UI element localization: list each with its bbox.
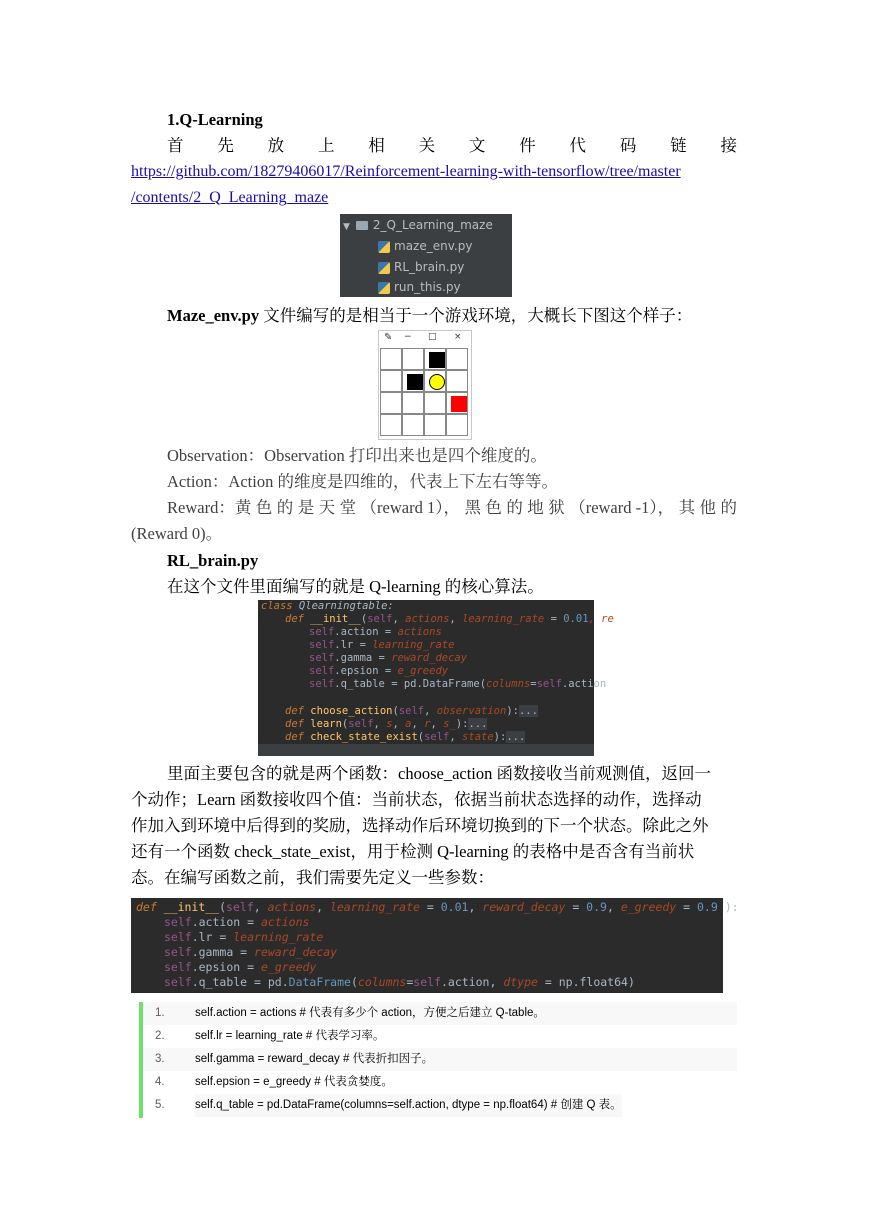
rl-brain-heading: RL_brain.py	[167, 551, 259, 570]
intro-char: 代	[569, 136, 586, 155]
maze-env-paragraph	[167, 303, 737, 329]
reward-chunk: Reward：黄	[167, 498, 252, 517]
file-label: maze_env.py	[394, 239, 473, 253]
maze-window	[378, 330, 472, 440]
maze-cell	[424, 392, 446, 414]
intro-char: 件	[519, 136, 536, 155]
code-line: class Qlearningtable:	[261, 600, 394, 612]
maze-titlebar	[379, 331, 471, 347]
reward-chunk: （reward -1），	[569, 498, 675, 517]
code-line: self.lr = learning_rate	[164, 930, 324, 944]
maze-cell	[402, 348, 424, 370]
folder-label: 2_Q_Learning_maze	[372, 218, 493, 232]
code-list-item	[143, 1071, 737, 1094]
maze-cell	[380, 370, 402, 392]
main-paragraph-line: 还有一个函数 check_state_exist，用于检测 Q-learning 的表格中是否含有当前状	[131, 842, 695, 861]
section-heading: 1.Q-Learning	[167, 110, 263, 129]
reward-chunk: 的	[276, 498, 294, 517]
python-file-icon	[378, 241, 390, 253]
code-text: self.action = actions # 代表有多少个 action，方便之后建立 Q-table。	[195, 1007, 545, 1019]
maze-cell	[402, 414, 424, 436]
python-file-icon	[378, 262, 390, 274]
code-line: self.q_table = pd.DataFrame(columns=self.action	[309, 678, 607, 690]
minimize-button[interactable]: −	[404, 332, 412, 342]
maze-cell	[446, 348, 468, 370]
editor-scrollbar[interactable]	[258, 744, 594, 756]
code-text: self.lr = learning_rate # 代表学习率。	[195, 1030, 385, 1042]
reward-chunk: 他	[699, 498, 717, 517]
intro-char: 文	[468, 136, 486, 155]
folder-icon	[356, 221, 368, 230]
agent-circle	[429, 374, 445, 390]
line-number: 1.	[155, 1007, 165, 1019]
intro-char: 放	[267, 136, 285, 155]
maze-cell	[402, 392, 424, 414]
github-link-line-1[interactable]: https://github.com/18279406017/Reinforcement-learning-with-tensorflow/tree/master	[131, 163, 681, 180]
reward-chunk: 黑	[464, 498, 481, 517]
code-line: self.epsion = e_greedy	[164, 960, 317, 974]
reward-chunk: 天	[318, 498, 336, 517]
action-line: Action：Action 的维度是四维的，代表上下左右等等。	[167, 472, 558, 491]
maze-env-description: 文件编写的是相当于一个游戏环境，大概长下图这个样子：	[259, 306, 693, 325]
maze-env-filename: Maze_env.py	[167, 306, 260, 325]
main-paragraph-line: 个动作；Learn 函数接收四个值：当前状态，依据当前状态选择的动作，选择动	[131, 790, 702, 809]
reward-line	[167, 495, 737, 521]
numbered-code-block	[139, 1002, 741, 1118]
code-line: self.gamma = reward_decay	[309, 652, 468, 664]
python-file-icon	[378, 282, 390, 294]
folder-row[interactable]	[343, 215, 493, 235]
line-number: 5.	[155, 1099, 165, 1111]
code-screenshot-class	[258, 600, 614, 756]
goal-square	[451, 396, 467, 412]
reward-chunk: 是	[297, 498, 315, 517]
intro-char: 相	[368, 136, 385, 155]
code-line: self.lr = learning_rate	[309, 639, 455, 651]
maze-cell	[380, 392, 402, 414]
reward-chunk: 堂	[339, 498, 357, 517]
code-line: def learn(self, s, a, r, s_):...	[285, 718, 488, 730]
reward-chunk: 的	[720, 498, 737, 517]
code-list-item	[143, 1048, 737, 1071]
line-number: 2.	[155, 1030, 165, 1042]
code-line: def choose_action(self, observation):...	[285, 705, 538, 717]
main-paragraph-line: 里面主要包含的就是两个函数：choose_action 函数接收当前观测值，返回一	[167, 764, 712, 783]
code-screenshot-init	[131, 898, 739, 993]
line-number: 3.	[155, 1053, 165, 1065]
close-button[interactable]: ×	[454, 332, 462, 342]
code-list-item	[143, 1094, 737, 1117]
intro-char: 接	[720, 136, 737, 155]
reward-chunk: 地	[527, 498, 544, 517]
intro-char: 首	[167, 136, 184, 155]
line-number: 4.	[155, 1076, 165, 1088]
code-list-item	[143, 1002, 737, 1025]
intro-char: 关	[418, 136, 436, 155]
maximize-button[interactable]: □	[428, 332, 437, 342]
reward-chunk: 狱	[548, 498, 565, 517]
maze-cell	[446, 414, 468, 436]
feather-icon: ✎	[384, 332, 393, 343]
reward-chunk: 其	[678, 498, 696, 517]
reward-chunk: 色	[485, 498, 502, 517]
expand-arrow-icon: ▼	[343, 222, 350, 232]
maze-cell	[380, 348, 402, 370]
reward-chunk: 的	[506, 498, 523, 517]
code-text: self.q_table = pd.DataFrame(columns=self.action, dtype = np.float64) # 创建 Q 表。	[195, 1094, 622, 1117]
reward-chunk: 色	[255, 498, 273, 517]
github-link-line-2[interactable]: /contents/2_Q_Learning_maze	[131, 189, 329, 206]
reward-line-continued: (Reward 0)。	[131, 524, 223, 543]
intro-char: 链	[670, 136, 687, 155]
code-line: def __init__(self, actions, learning_rate = 0.01, re	[285, 613, 614, 625]
intro-line	[167, 133, 737, 159]
code-line: self.q_table = pd.DataFrame(columns=self.action, dtype = np.float64)	[164, 975, 635, 989]
code-line: def check_state_exist(self, state):...	[285, 731, 526, 743]
code-line: self.gamma = reward_decay	[164, 945, 338, 959]
main-paragraph-line: 态。在编写函数之前，我们需要先定义一些参数：	[131, 868, 494, 887]
code-list-item	[143, 1025, 737, 1048]
file-label: RL_brain.py	[394, 260, 465, 274]
hell-square-1	[429, 352, 445, 368]
maze-cell	[380, 414, 402, 436]
file-row[interactable]	[378, 236, 472, 256]
intro-char: 码	[619, 136, 637, 155]
main-paragraph-line: 作加入到环境中后得到的奖励，选择动作后环境切换到的下一个状态。除此之外	[131, 816, 709, 835]
code-text: self.epsion = e_greedy # 代表贪婪度。	[195, 1076, 393, 1088]
intro-char: 先	[217, 136, 234, 155]
hell-square-2	[407, 374, 423, 390]
maze-cell	[446, 370, 468, 392]
file-row[interactable]	[378, 277, 461, 297]
reward-chunk: （reward 1），	[360, 498, 460, 517]
file-label: run_this.py	[394, 280, 461, 294]
code-line: self.epsion = e_greedy	[309, 665, 449, 677]
maze-cell	[424, 414, 446, 436]
code-line: def __init__(self, actions, learning_rate = 0.01, reward_decay = 0.9, e_greedy = 0.9 ):	[136, 900, 739, 914]
maze-grid	[380, 348, 468, 436]
file-tree	[340, 214, 512, 297]
code-line: self.action = actions	[309, 626, 442, 638]
observation-line: Observation：Observation 打印出来也是四个维度的。	[167, 446, 547, 465]
rl-brain-description: 在这个文件里面编写的就是 Q-learning 的核心算法。	[167, 577, 544, 596]
code-text: self.gamma = reward_decay # 代表折扣因子。	[195, 1053, 434, 1065]
file-row[interactable]	[378, 257, 464, 277]
code-line: self.action = actions	[164, 915, 310, 929]
intro-char: 上	[317, 136, 335, 155]
